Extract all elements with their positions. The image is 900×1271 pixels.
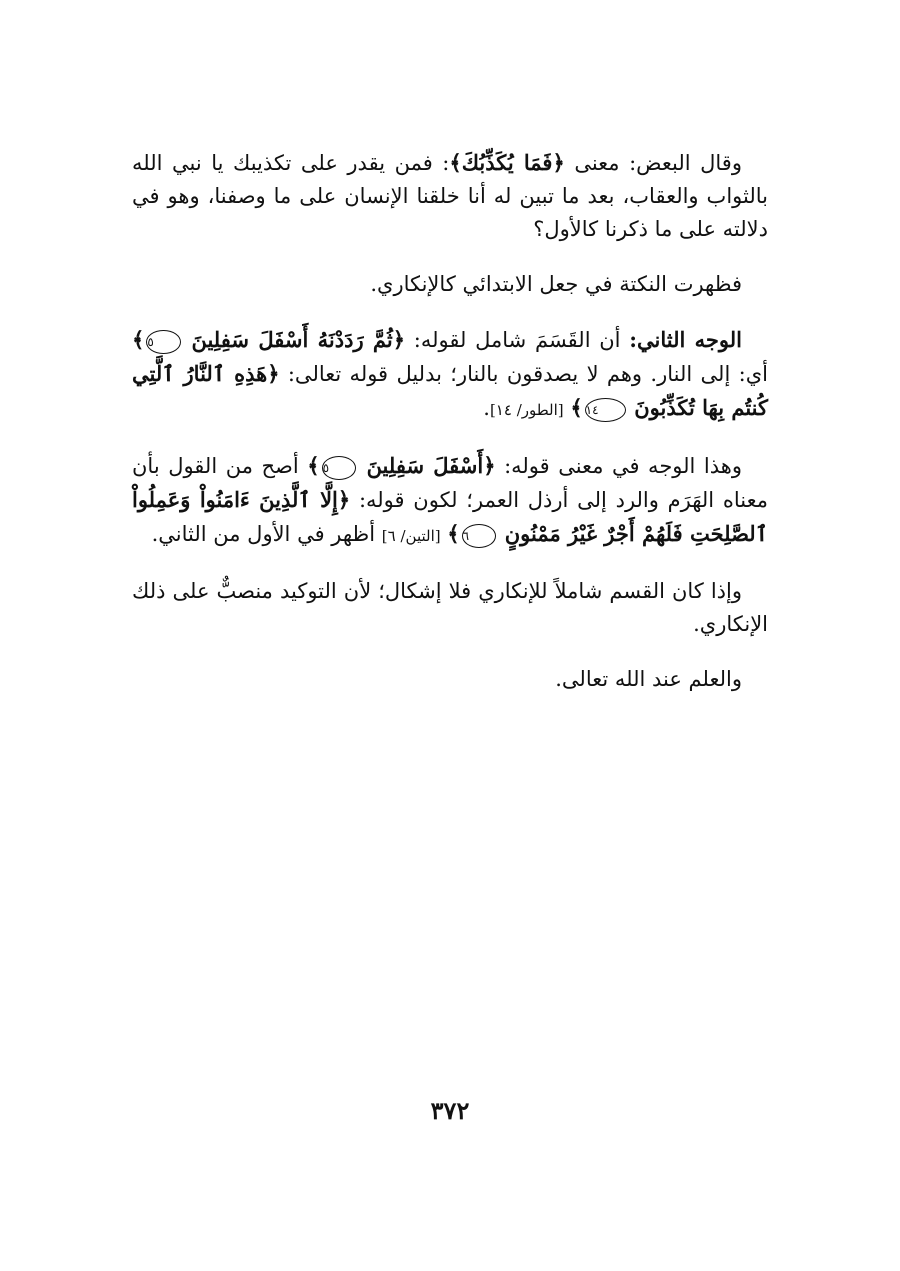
quran-verse: فَمَا يُكَذِّبُكَ [461,150,553,175]
verse-reference: [الطور/ ١٤] [489,401,564,419]
paragraph-1-lead: وقال البعض: معنى [574,151,742,175]
quran-open-bracket: ﴿ [392,327,406,352]
quran-verse: ثُمَّ رَدَدْنَهُ أَسْفَلَ سَفِلِينَ [191,327,393,352]
section-heading: الوجه الثاني: [629,327,742,352]
ayah-number-marker: ٥ [146,330,180,354]
quran-open-bracket: ﴿ [337,487,351,512]
paragraph-4-lead: وهذا الوجه في معنى قوله: [504,454,742,478]
paragraph-4-end: أظهر في الأول من الثاني. [151,522,376,546]
quran-close-bracket: ﴾ [449,150,462,175]
page-number: ٣٧٢ [430,1096,470,1125]
paragraph-5-text: وإذا كان القسم شاملاً للإنكاري فلا إشكال؛ لأن التوكيد منصبٌّ على ذلك الإنكاري. [132,579,768,636]
paragraph-3-lead: أن القَسَمَ شامل لقوله: [413,328,621,352]
page-body [132,146,768,718]
paragraph-5 [132,575,768,641]
paragraph-1 [132,146,768,246]
paragraph-4 [132,449,768,553]
quran-close-bracket: ﴾ [447,521,460,546]
quran-verse: أَسْفَلَ سَفِلِينَ [366,453,484,478]
paragraph-2 [132,268,768,301]
quran-close-bracket: ﴾ [132,327,145,352]
paragraph-1-rest: : فمن يقدر على تكذيبك يا نبي الله بالثواب والعقاب، بعد ما تبين له أنا خلقنا الإنسان على ما وصفنا، وهو في دلالته على ما ذكرنا كالأول؟ [132,151,768,241]
paragraph-2-text: فظهرت النكتة في جعل الابتدائي كالإنكاري. [370,272,742,296]
quran-verse: إِلَّا ٱلَّذِينَ ءَامَنُواْ وَعَمِلُواْ ٱلصَّلِحَتِ فَلَهُمْ أَجْرٌ غَيْرُ مَمْنُونٍ [132,487,768,546]
paragraph-3-mid: أي: إلى النار. وهم لا يصدقون بالنار؛ بدليل قوله تعالى: [287,362,768,386]
paragraph-3-end: . [483,396,490,420]
quran-close-bracket: ﴾ [307,453,320,478]
paragraph-6 [132,663,768,696]
paragraph-3 [132,323,768,427]
quran-close-bracket: ﴾ [570,395,583,420]
ayah-number-marker: ٦ [462,524,496,548]
ayah-number-marker: ١٤ [585,398,626,422]
quran-open-bracket: ﴿ [267,361,280,386]
verse-reference: [التين/ ٦] [381,527,441,545]
quran-open-bracket: ﴿ [483,453,496,478]
paragraph-6-text: والعلم عند الله تعالى. [555,667,742,691]
paragraph-4-mid: أصح من القول بأن معناه الهَرَم والرد إلى أرذل العمر؛ لكون قوله: [132,454,768,512]
quran-verse: هَذِهِ ٱلنَّارُ ٱلَّتِي كُنتُم بِهَا تُكَذِّبُونَ [132,361,768,420]
quran-open-bracket: ﴿ [552,150,565,175]
ayah-number-marker: ٥ [322,456,356,480]
